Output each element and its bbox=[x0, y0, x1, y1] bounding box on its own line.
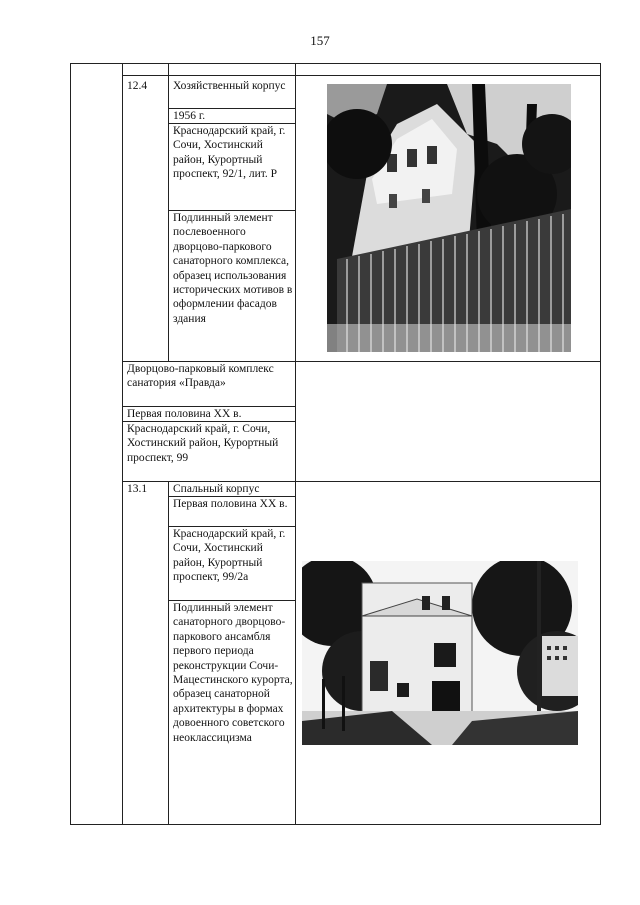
object-address: Краснодарский край, г. Сочи, Хостинский район, Курортный проспект, 92/1, лит. Р bbox=[173, 125, 286, 181]
object-name: Спальный корпус bbox=[173, 483, 260, 495]
building-photo-13-1 bbox=[302, 561, 578, 745]
object-date: Первая половина XX в. bbox=[173, 498, 288, 510]
object-name: Хозяйственный корпус bbox=[173, 80, 286, 92]
table-top-border bbox=[70, 63, 601, 64]
row-divider bbox=[122, 75, 601, 76]
entry-number: 13.1 bbox=[127, 483, 148, 495]
table-right-border bbox=[600, 63, 601, 825]
object-address: Краснодарский край, г. Сочи, Хостинский район, Курортный проспект, 99/2а bbox=[173, 528, 286, 584]
object-date: 1956 г. bbox=[173, 110, 206, 122]
entry-number: 12.4 bbox=[127, 80, 148, 92]
column-divider bbox=[122, 63, 123, 825]
object-description: Подлинный элемент послевоенного дворцово-паркового санаторного комплекса, образец использования исторических мотивов в оформлении фасадов здания bbox=[173, 212, 293, 325]
object-description: Подлинный элемент санаторного дворцово-паркового ансамбля первого периода реконструкции Сочи-Мацестинского курорта, образец санаторной архитектуры в формах довоенного советского неоклассицизма bbox=[173, 602, 293, 744]
complex-address: Краснодарский край, г. Сочи, Хостинский район, Курортный проспект, 99 bbox=[127, 423, 279, 464]
complex-name: Дворцово-парковый комплекс санатория «Правда» bbox=[127, 363, 274, 390]
table-bottom-border bbox=[70, 824, 601, 825]
table-left-border bbox=[70, 63, 71, 825]
building-photo-12-4 bbox=[327, 84, 571, 352]
column-divider bbox=[168, 481, 169, 825]
complex-date: Первая половина XX в. bbox=[127, 408, 242, 420]
column-divider bbox=[295, 63, 296, 825]
page-number: 157 bbox=[310, 33, 330, 48]
